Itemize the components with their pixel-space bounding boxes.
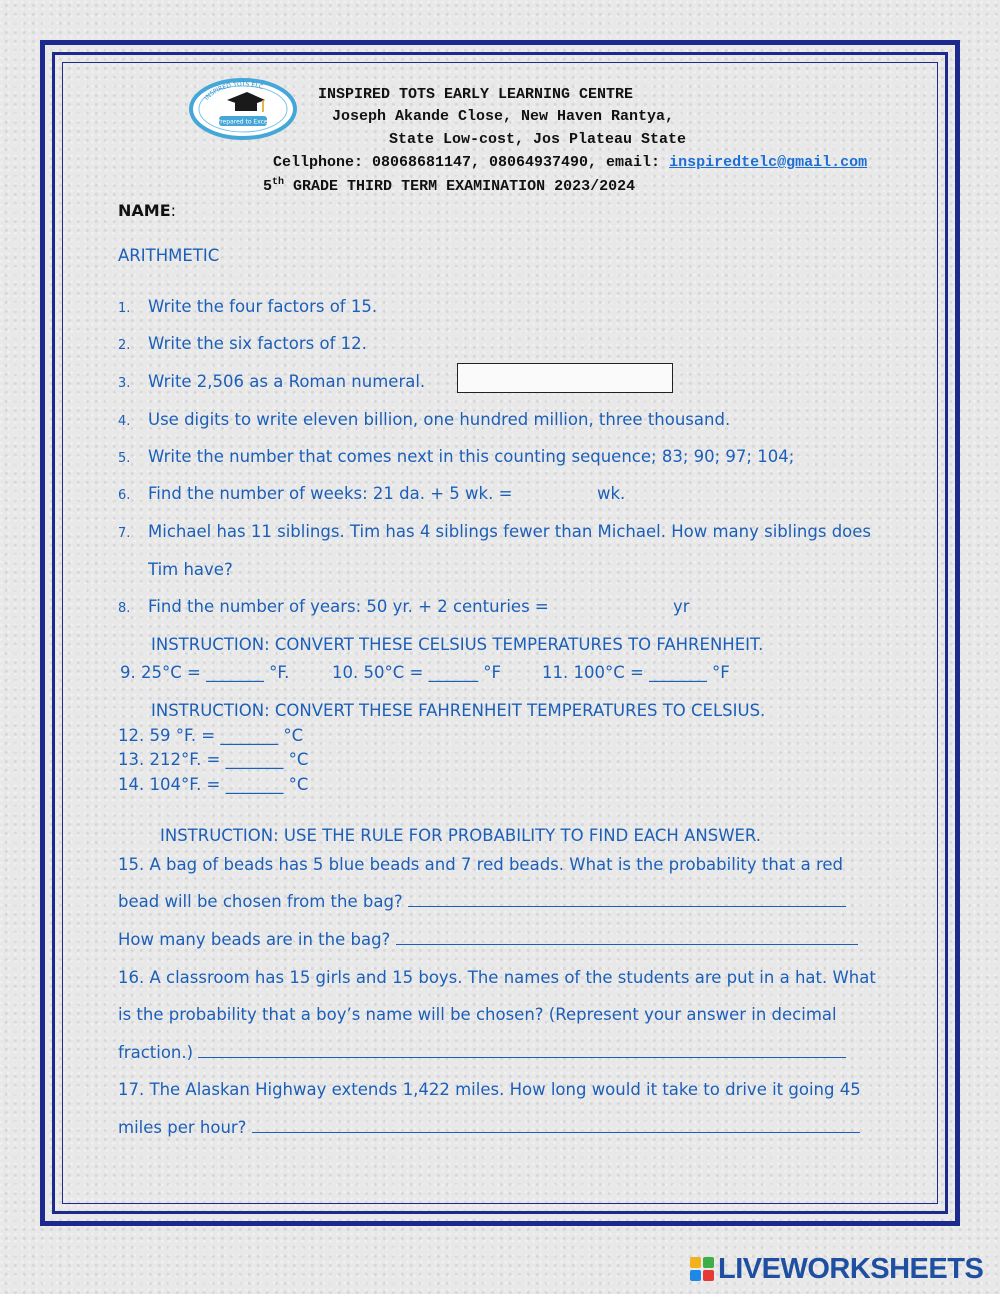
question-text: Write the six factors of 12. — [148, 334, 367, 353]
question-text: bead will be chosen from the bag? — [118, 892, 403, 911]
question-5 — [118, 447, 794, 466]
instruction-fahrenheit: INSTRUCTION: CONVERT THESE FAHRENHEIT TEMPERATURES TO CELSIUS. — [151, 701, 766, 720]
school-logo — [189, 78, 297, 140]
question-11: 11. 100°C = _______ °F — [542, 663, 730, 682]
answer-box-q3[interactable] — [457, 363, 673, 393]
question-text: miles per hour? — [118, 1118, 247, 1137]
question-16-line-2: is the probability that a boy’s name will be chosen? (Represent your answer in decimal — [118, 1005, 837, 1024]
name-label: NAME — [118, 201, 171, 220]
question-4 — [118, 410, 730, 429]
liveworksheets-wordmark: LIVEWORKSHEETS — [718, 1252, 984, 1285]
question-13: 13. 212°F. = _______ °C — [118, 750, 309, 769]
question-14: 14. 104°F. = _______ °C — [118, 775, 309, 794]
exam-grade-sup: th — [272, 177, 285, 188]
address-line-2: State Low-cost, Jos Plateau State — [389, 131, 687, 148]
question-6-unit: wk. — [597, 484, 626, 503]
instruction-probability: INSTRUCTION: USE THE RULE FOR PROBABILITY TO FIND EACH ANSWER. — [160, 826, 762, 845]
question-number: 5. — [118, 451, 131, 466]
question-text: Write the four factors of 15. — [148, 297, 378, 316]
question-17-line-1: 17. The Alaskan Highway extends 1,422 miles. How long would it take to drive it going 45 — [118, 1080, 861, 1099]
exam-title-text: GRADE THIRD TERM EXAMINATION 2023/2024 — [293, 178, 636, 195]
name-colon: : — [170, 201, 177, 220]
exam-title — [263, 177, 635, 195]
question-number: 7. — [118, 526, 131, 541]
contact-line — [273, 154, 867, 171]
instruction-celsius: INSTRUCTION: CONVERT THESE CELSIUS TEMPERATURES TO FAHRENHEIT. — [151, 635, 764, 654]
question-2 — [118, 334, 367, 353]
logo-top-text: INSPIRED TOTS ELC — [203, 80, 264, 102]
question-number: 2. — [118, 338, 131, 353]
question-15-line-1: 15. A bag of beads has 5 blue beads and 7 red beads. What is the probability that a red — [118, 855, 844, 874]
school-name: INSPIRED TOTS EARLY LEARNING CENTRE — [318, 86, 634, 103]
exam-grade: 5 — [263, 178, 273, 195]
question-7 — [118, 522, 871, 541]
liveworksheets-brand[interactable] — [690, 1252, 983, 1286]
question-number: 1. — [118, 301, 131, 316]
question-17-line-2 — [118, 1118, 860, 1137]
logo-bottom-text: Prepared to Excel — [216, 118, 270, 126]
question-15-line-2 — [118, 892, 846, 911]
question-number: 6. — [118, 488, 131, 503]
question-text: Michael has 11 siblings. Tim has 4 siblings fewer than Michael. How many siblings does — [148, 522, 872, 541]
question-6 — [118, 484, 512, 503]
question-9: 9. 25°C = _______ °F. — [120, 663, 290, 682]
liveworksheets-logo-icon — [690, 1257, 714, 1281]
address-line-1: Joseph Akande Close, New Haven Rantya, — [332, 108, 675, 125]
answer-line-q15a[interactable] — [408, 892, 846, 907]
question-text: Find the number of weeks: 21 da. + 5 wk. = — [148, 484, 513, 503]
question-16-line-3 — [118, 1043, 846, 1062]
question-text: Use digits to write eleven billion, one hundred million, three thousand. — [148, 410, 731, 429]
question-8 — [118, 597, 549, 616]
question-text: fraction.) — [118, 1043, 194, 1062]
question-text: How many beads are in the bag? — [118, 930, 391, 949]
question-number: 8. — [118, 601, 131, 616]
question-8-unit: yr — [673, 597, 690, 616]
page-border-inner — [62, 62, 938, 1204]
question-3 — [118, 372, 425, 391]
question-text: Find the number of years: 50 yr. + 2 centuries = — [148, 597, 549, 616]
answer-line-q15b[interactable] — [396, 930, 858, 945]
question-15-line-3 — [118, 930, 858, 949]
answer-line-q16[interactable] — [198, 1043, 846, 1058]
question-10: 10. 50°C = ______ °F — [332, 663, 502, 682]
contact-prefix: Cellphone: 08068681147, 08064937490, email: — [273, 154, 661, 171]
question-text: Write the number that comes next in this counting sequence; 83; 90; 97; 104; — [148, 447, 795, 466]
answer-line-q17[interactable] — [252, 1118, 860, 1133]
question-number: 4. — [118, 414, 131, 429]
question-1 — [118, 297, 377, 316]
subject-heading: ARITHMETIC — [118, 246, 220, 265]
question-7-continued: Tim have? — [148, 560, 233, 579]
name-field-label — [118, 201, 176, 220]
question-number: 3. — [118, 376, 131, 391]
question-12: 12. 59 °F. = _______ °C — [118, 726, 304, 745]
question-16-line-1: 16. A classroom has 15 girls and 15 boys. The names of the students are put in a hat. What — [118, 968, 876, 987]
email-link[interactable]: inspiredtelc@gmail.com — [669, 154, 868, 171]
question-text: Write 2,506 as a Roman numeral. — [148, 372, 426, 391]
